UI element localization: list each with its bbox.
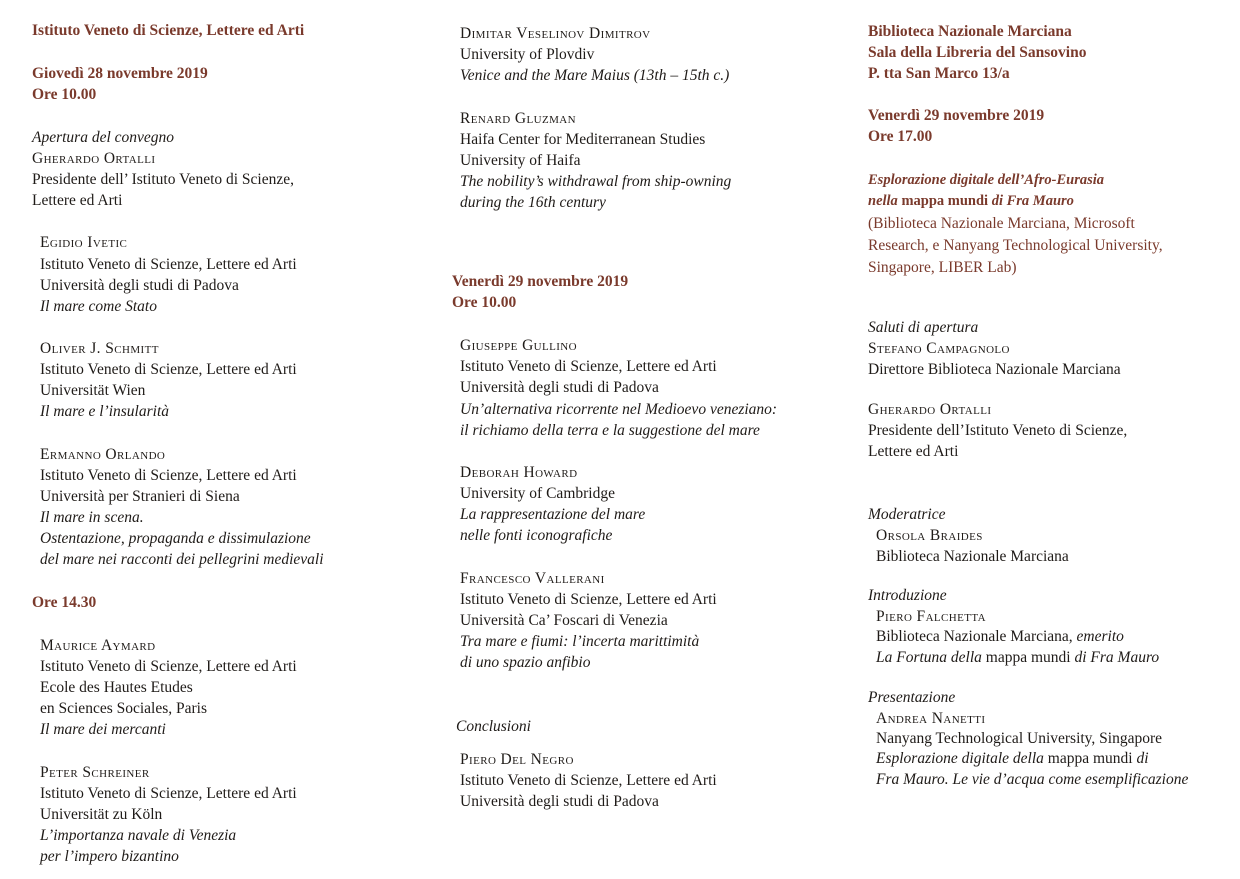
speaker-affiliation: Istituto Veneto di Scienze, Lettere ed Arti: [460, 772, 717, 789]
talk-title: during the 16th century: [460, 194, 606, 211]
speaker-name: Renard Gluzman: [460, 110, 576, 127]
talk-title: L’importanza navale di Venezia: [40, 827, 237, 844]
speaker-name: Egidio Ivetic: [40, 234, 128, 251]
speaker-name: Oliver J. Schmitt: [40, 340, 159, 357]
event-partners: Research, e Nanyang Technological University,: [868, 237, 1163, 254]
introduction-label: Introduzione: [868, 587, 947, 604]
speaker-affiliation: Direttore Biblioteca Nazionale Marciana: [868, 361, 1121, 378]
speaker-affiliation: Ecole des Hautes Etudes: [40, 679, 193, 696]
pm-time: Ore 14.30: [32, 594, 97, 611]
speaker-affiliation: Haifa Center for Mediterranean Studies: [460, 131, 706, 148]
event-title: nella mappa mundi di Fra Mauro: [868, 193, 1074, 209]
speaker-name: Gherardo Ortalli: [32, 150, 156, 167]
speaker-affiliation: Biblioteca Nazionale Marciana, emerito: [876, 628, 1124, 645]
talk-title: Il mare e l’insularità: [40, 403, 170, 420]
opening-label: Apertura del convegno: [32, 129, 175, 146]
talk-title: Tra mare e fiumi: l’incerta marittimità: [460, 633, 700, 650]
speaker-affiliation: University of Plovdiv: [460, 46, 595, 63]
speaker-affiliation: Istituto Veneto di Scienze, Lettere ed Arti: [460, 358, 717, 375]
speaker-affiliation: Presidente dell’Istituto Veneto di Scienze,: [868, 422, 1128, 439]
talk-title: il richiamo della terra e la suggestione del mare: [460, 422, 760, 439]
speaker-name: Andrea Nanetti: [876, 710, 986, 727]
speaker-affiliation: Università degli studi di Padova: [40, 277, 239, 294]
speaker-affiliation: University of Haifa: [460, 152, 581, 169]
talk-title: La Fortuna della mappa mundi di Fra Mauro: [876, 649, 1160, 666]
speaker-affiliation: Presidente dell’ Istituto Veneto di Scienze,: [32, 171, 295, 188]
speaker-affiliation: Istituto Veneto di Scienze, Lettere ed Arti: [40, 256, 297, 273]
speaker-name: Maurice Aymard: [40, 637, 156, 654]
moderator-label: Moderatrice: [868, 506, 946, 523]
event-time: Ore 17.00: [868, 128, 933, 145]
speaker-affiliation: Università per Stranieri di Siena: [40, 488, 240, 505]
speaker-name: Ermanno Orlando: [40, 446, 166, 463]
institute-title: Istituto Veneto di Scienze, Lettere ed Arti: [32, 22, 305, 39]
speaker-affiliation: Istituto Veneto di Scienze, Lettere ed Arti: [40, 361, 297, 378]
speaker-name: Deborah Howard: [460, 464, 578, 481]
venue-line: Sala della Libreria del Sansovino: [868, 44, 1087, 61]
talk-title: Venice and the Mare Maius (13th – 15th c.): [460, 67, 730, 84]
talk-title: Fra Mauro. Le vie d’acqua come esemplificazione: [876, 771, 1189, 788]
day2-time: Ore 10.00: [452, 294, 517, 311]
speaker-affiliation: Università degli studi di Padova: [460, 379, 659, 396]
speaker-affiliation: Universität zu Köln: [40, 806, 163, 823]
talk-title: Il mare dei mercanti: [40, 721, 166, 738]
day1-date: Giovedì 28 novembre 2019: [32, 65, 208, 82]
speaker-affiliation: Universität Wien: [40, 382, 146, 399]
event-date: Venerdì 29 novembre 2019: [868, 107, 1045, 124]
day2-date: Venerdì 29 novembre 2019: [452, 273, 629, 290]
speaker-affiliation: Biblioteca Nazionale Marciana: [876, 548, 1069, 565]
speaker-affiliation: Istituto Veneto di Scienze, Lettere ed Arti: [40, 658, 297, 675]
speaker-name: Gherardo Ortalli: [868, 401, 992, 418]
speaker-name: Giuseppe Gullino: [460, 337, 577, 354]
conclusions-label: Conclusioni: [456, 718, 531, 735]
event-partners: Singapore, LIBER Lab): [868, 259, 1017, 276]
speaker-name: Dimitar Veselinov Dimitrov: [460, 25, 651, 42]
day1-time: Ore 10.00: [32, 86, 97, 103]
speaker-name: Francesco Vallerani: [460, 570, 605, 587]
talk-title: Esplorazione digitale della mappa mundi di: [876, 750, 1149, 767]
speaker-affiliation: en Sciences Sociales, Paris: [40, 700, 208, 717]
greetings-label: Saluti di apertura: [868, 319, 979, 336]
talk-title: Un’alternativa ricorrente nel Medioevo veneziano:: [460, 401, 778, 418]
speaker-affiliation: Lettere ed Arti: [32, 192, 123, 209]
venue-line: Biblioteca Nazionale Marciana: [868, 23, 1072, 40]
talk-title: La rappresentazione del mare: [460, 506, 646, 523]
speaker-name: Orsola Braides: [876, 527, 983, 544]
speaker-affiliation: Nanyang Technological University, Singapore: [876, 730, 1163, 747]
talk-title: nelle fonti iconografiche: [460, 527, 613, 544]
speaker-affiliation: Istituto Veneto di Scienze, Lettere ed Arti: [460, 591, 717, 608]
speaker-affiliation: Istituto Veneto di Scienze, Lettere ed Arti: [40, 785, 297, 802]
talk-title: Il mare come Stato: [40, 298, 157, 315]
talk-title: The nobility’s withdrawal from ship-owning: [460, 173, 732, 190]
event-partners: (Biblioteca Nazionale Marciana, Microsoft: [868, 215, 1135, 232]
speaker-name: Peter Schreiner: [40, 764, 150, 781]
venue-line: P. tta San Marco 13/a: [868, 65, 1010, 82]
event-title: Esplorazione digitale dell’Afro-Eurasia: [868, 172, 1105, 188]
presentation-label: Presentazione: [868, 689, 956, 706]
speaker-name: Stefano Campagnolo: [868, 340, 1010, 357]
speaker-name: Piero Del Negro: [460, 751, 574, 768]
speaker-affiliation: Lettere ed Arti: [868, 443, 959, 460]
talk-title: per l’impero bizantino: [40, 848, 179, 865]
talk-title: di uno spazio anfibio: [460, 654, 591, 671]
speaker-affiliation: Università Ca’ Foscari di Venezia: [460, 612, 668, 629]
speaker-affiliation: Università degli studi di Padova: [460, 793, 659, 810]
talk-title: Ostentazione, propaganda e dissimulazione: [40, 530, 311, 547]
speaker-affiliation: Istituto Veneto di Scienze, Lettere ed Arti: [40, 467, 297, 484]
speaker-name: Piero Falchetta: [876, 608, 986, 625]
speaker-affiliation: University of Cambridge: [460, 485, 615, 502]
talk-title: del mare nei racconti dei pellegrini medievali: [40, 551, 324, 568]
talk-title: Il mare in scena.: [40, 509, 144, 526]
